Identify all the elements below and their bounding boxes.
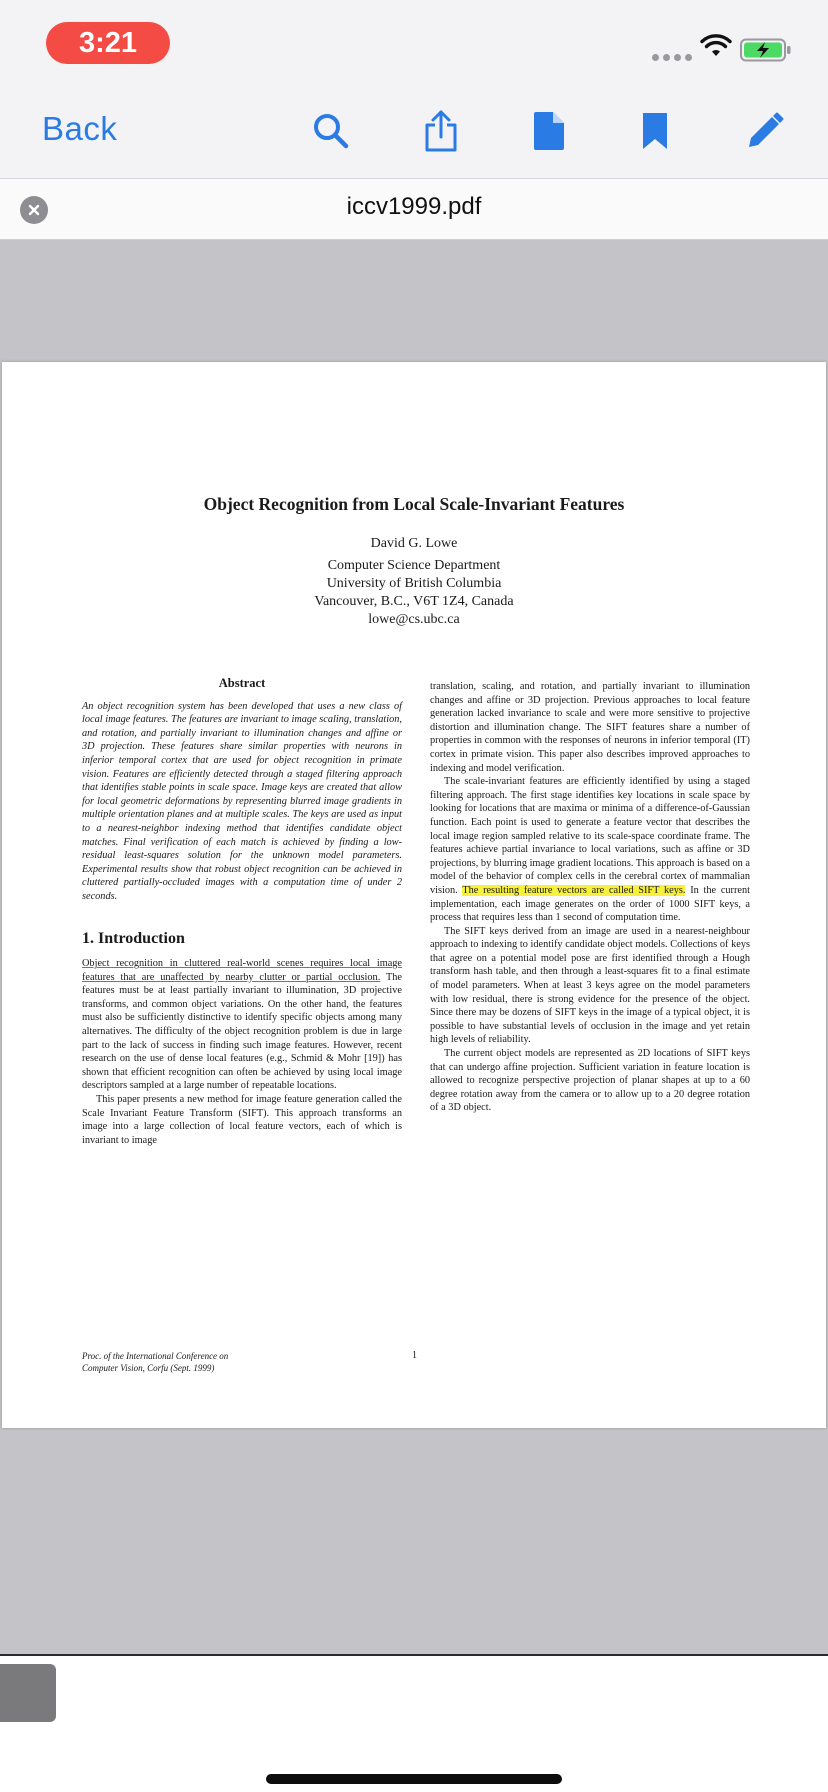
share-icon[interactable] xyxy=(418,108,464,154)
toolbar xyxy=(0,88,828,178)
footnote-line: Proc. of the International Conference on xyxy=(82,1351,229,1361)
battery-charging-icon xyxy=(740,38,792,62)
affiliation-line: University of British Columbia xyxy=(326,576,502,591)
introduction-heading: 1. Introduction xyxy=(82,929,185,947)
status-time[interactable]: 3:21 xyxy=(46,22,170,64)
right-paragraph-2 xyxy=(430,775,750,925)
affiliation-line: Computer Science Department xyxy=(327,558,501,573)
thumbnail-bar xyxy=(0,1654,828,1792)
edit-icon[interactable] xyxy=(742,108,788,154)
wifi-icon xyxy=(700,34,732,58)
abstract-heading: Abstract xyxy=(218,676,266,690)
abstract-text: An object recognition system has been developed that uses a new class of local image features. The features are invariant to image scaling, translation, and rotation, and partially invariant to illumination changes and affine or 3D projection. These features share similar properties with neurons in inferior temporal cortex that are used for object recognition in primate vision. Features are efficiently detected through a staged filtering approach that identifies stable points in scale space. Image keys are created that allow for local geometric deformations by representing blurred image gradients in multiple orientation planes and at multiple scales. The keys are used as input to a nearest-neighbor indexing method that identifies candidate object matches. Final verification of each match is achieved by finding a low-residual least-squares solution for the unknown model parameters. Experimental results show that robust object recognition can be achieved in cluttered partially-occluded images with a computation time of under 2 seconds. xyxy=(82,700,402,902)
author-block xyxy=(2,535,826,629)
document-filename: iccv1999.pdf xyxy=(346,193,482,220)
author-email: lowe@cs.ubc.ca xyxy=(368,612,460,627)
paper-title: Object Recognition from Local Scale-Invariant Features xyxy=(203,494,625,514)
conference-footnote xyxy=(82,1350,322,1374)
right-paragraph-3: The SIFT keys derived from an image are used in a nearest-neighbour approach to indexing to identify candidate object models. Collections of keys that agree on a potential model pose are first identified through a Hough transform hash table, and then through a least-squares fit to a final estimate of model parameters. When at least 3 keys agree on the model parameters with low residual, there is strong evidence for the presence of the object. Since there may be dozens of SIFT keys in the image of a typical object, it is possible to have substantial levels of occlusion in the image and yet retain high levels of reliability. xyxy=(430,925,750,1046)
highlight-annotation[interactable]: The resulting feature vectors are called SIFT keys. xyxy=(462,884,686,896)
right-paragraph-4: The current object models are represented as 2D locations of SIFT keys that can undergo affine projection. Sufficient variation in feature location is allowed to recognize perspective projection of planar shapes at up to a 60 degree rotation away from the camera or to allow up to a 20 degree rotation of a 3D object. xyxy=(430,1048,750,1114)
right-paragraph-2-text: The scale-invariant features are efficiently identified by using a staged filtering approach. The first stage identifies key locations in scale space by looking for locations that are maxima or minima of a difference-of-Gaussian function. Each point is used to generate a feature vector that describes the local image region sampled relative to its scale-space coordinate frame. The features achieve partial invariance to local variations, such as affine or 3D projections, by blurring image gradient locations. This approach is based on a model of the behavior of complex cells in the cerebral cortex of mammalian vision. xyxy=(430,776,750,896)
document-title-bar xyxy=(0,178,828,240)
home-indicator[interactable] xyxy=(266,1774,562,1784)
affiliation-line: Vancouver, B.C., V6T 1Z4, Canada xyxy=(314,594,514,609)
intro-paragraph xyxy=(82,957,402,1093)
page-number: 1 xyxy=(412,1350,417,1361)
document-icon[interactable] xyxy=(526,108,572,154)
pdf-page[interactable] xyxy=(2,362,826,1428)
left-column xyxy=(82,677,402,1147)
intro-paragraph-text: The features must be at least partially invariant to illumination, 3D projective transforms, and common object variations. On the other hand, the features must also be sufficiently distinctive to identify specific objects among many alternatives. The difficulty of the object recognition problem is due in large part to the lack of success in finding such image features. However, recent research on the use of dense local features (e.g., Schmid & Mohr [19]) has shown that efficient recognition can often be achieved by using local image descriptors sampled at a large number of repeatable locations. xyxy=(82,971,402,1092)
author-name: David G. Lowe xyxy=(370,536,458,551)
right-paragraph-1: translation, scaling, and rotation, and partially invariant to illumination changes and affine or 3D projection. Previous approaches to local feature generation lacked invariance to scale and were more sensitive to projective distortion and illumination change. The SIFT features share a number of properties in common with the responses of neurons in inferior temporal (IT) cortex in primate vision. This paper also describes improved approaches to indexing and model verification. xyxy=(430,681,750,774)
status-bar xyxy=(0,0,828,88)
back-button[interactable]: Back xyxy=(42,110,118,147)
underlined-annotation[interactable]: Object recognition in cluttered real-world scenes requires local image features that are unaffected by nearby clutter or partial occlusion. xyxy=(82,958,402,983)
footnote-line: Computer Vision, Corfu (Sept. 1999) xyxy=(82,1363,215,1373)
search-icon[interactable] xyxy=(308,108,354,154)
right-column xyxy=(430,680,750,1115)
intro-paragraph-2: This paper presents a new method for image feature generation called the Scale Invariant Feature Transform (SIFT). This approach transforms an image into a large collection of local feature vectors, each of which is invariant to image xyxy=(82,1094,402,1146)
cellular-signal-icon xyxy=(652,54,692,61)
bookmark-icon[interactable] xyxy=(632,108,678,154)
right-paragraph-2-rest: In the current implementation, each image generates on the order of 1000 SIFT keys, a process that requires less than 1 second of computation time. xyxy=(430,884,750,924)
page-thumbnail[interactable] xyxy=(0,1664,56,1722)
